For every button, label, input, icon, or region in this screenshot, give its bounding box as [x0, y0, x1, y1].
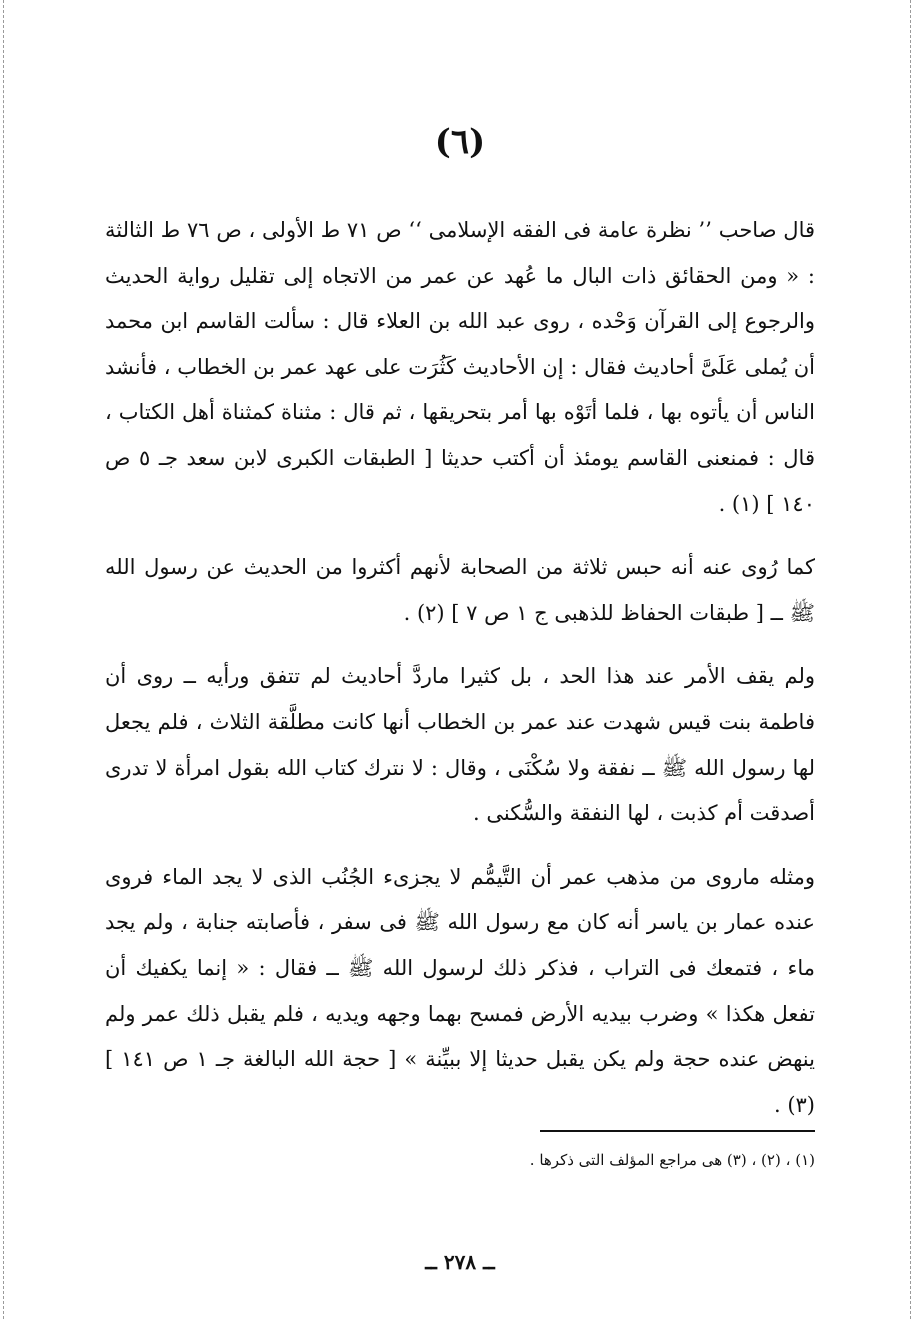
footnote-divider: [540, 1130, 815, 1132]
body-text: [105, 208, 815, 1146]
paragraph-1: قال صاحب ’’ نظرة عامة فى الفقه الإسلامى ‘‘ ص ٧١ ط الأولى ، ص ٧٦ ط الثالثة : « ومن الحقائق ذات البال ما عُهد عن عمر من الاتجاه إلى تقليل رواية الحديث والرجوع إلى القرآن وَحْده ، روى عبد الله بن العلاء قال : سألت القاسم ابن محمد أن يُملى عَلَىَّ أحاديث فقال : إن الأحاديث كَثُرَت على عهد عمر بن الخطاب ، فأنشد الناس أن يأتوه بها ، فلما أتَوْه بها أمر بتحريقها ، ثم قال : مثناة كمثناة أهل الكتاب ، قال : فمنعنى القاسم يومئذ أن أكتب حديثا [ الطبقات الكبرى لابن سعد جـ ٥ ص ١٤٠ ] (١) .: [105, 218, 816, 516]
chapter-marker: (٦): [434, 122, 486, 162]
document-page: [105, 0, 815, 1319]
paragraph-3: ولم يقف الأمر عند هذا الحد ، بل كثيرا ماردَّ أحاديث لم تتفق ورأيه ــ روى أن فاطمة بنت قيس شهدت عند عمر بن الخطاب أنها كانت مطلَّقة الثلاث ، فلم يجعل لها رسول الله ﷺ ــ نفقة ولا سُكْنَى ، وقال : لا نترك كتاب الله بقول امرأة لا تدرى أصدقت أم كذبت ، لها النفقة والسُّكنى .: [105, 664, 815, 826]
paragraph-4: ومثله ماروى من مذهب عمر أن التَّيمُّم لا يجزىء الجُنُب الذى لا يجد الماء فروى عنده عمار بن ياسر أنه كان مع رسول الله ﷺ فى سفر ، فأصابته جنابة ، ولم يجد ماء ، فتمعك فى التراب ، فذكر ذلك لرسول الله ﷺ ــ فقال : « إنما يكفيك أن تفعل هكذا » وضرب بيديه الأرض فمسح بهما وجهه ويديه ، فلم يقبل ذلك عمر ولم ينهض عنده حجة ولم يكن يقبل حديثا إلا ببيِّنة » [ حجة الله البالغة جـ ١ ص ١٤١ ] (٣) .: [105, 864, 815, 1117]
footnote: (١) ، (٢) ، (٣) هى مراجع المؤلف التى ذكرها .: [529, 1151, 815, 1169]
page-number: ــ ٢٧٨ ــ: [425, 1250, 495, 1274]
left-margin-rule: [3, 0, 4, 1319]
right-margin-rule: [910, 0, 911, 1319]
paragraph-2: كما رُوى عنه أنه حبس ثلاثة من الصحابة لأنهم أكثروا من الحديث عن رسول الله ﷺ ــ [ طبقات الحفاظ للذهبى ج ١ ص ٧ ] (٢) .: [105, 555, 815, 625]
